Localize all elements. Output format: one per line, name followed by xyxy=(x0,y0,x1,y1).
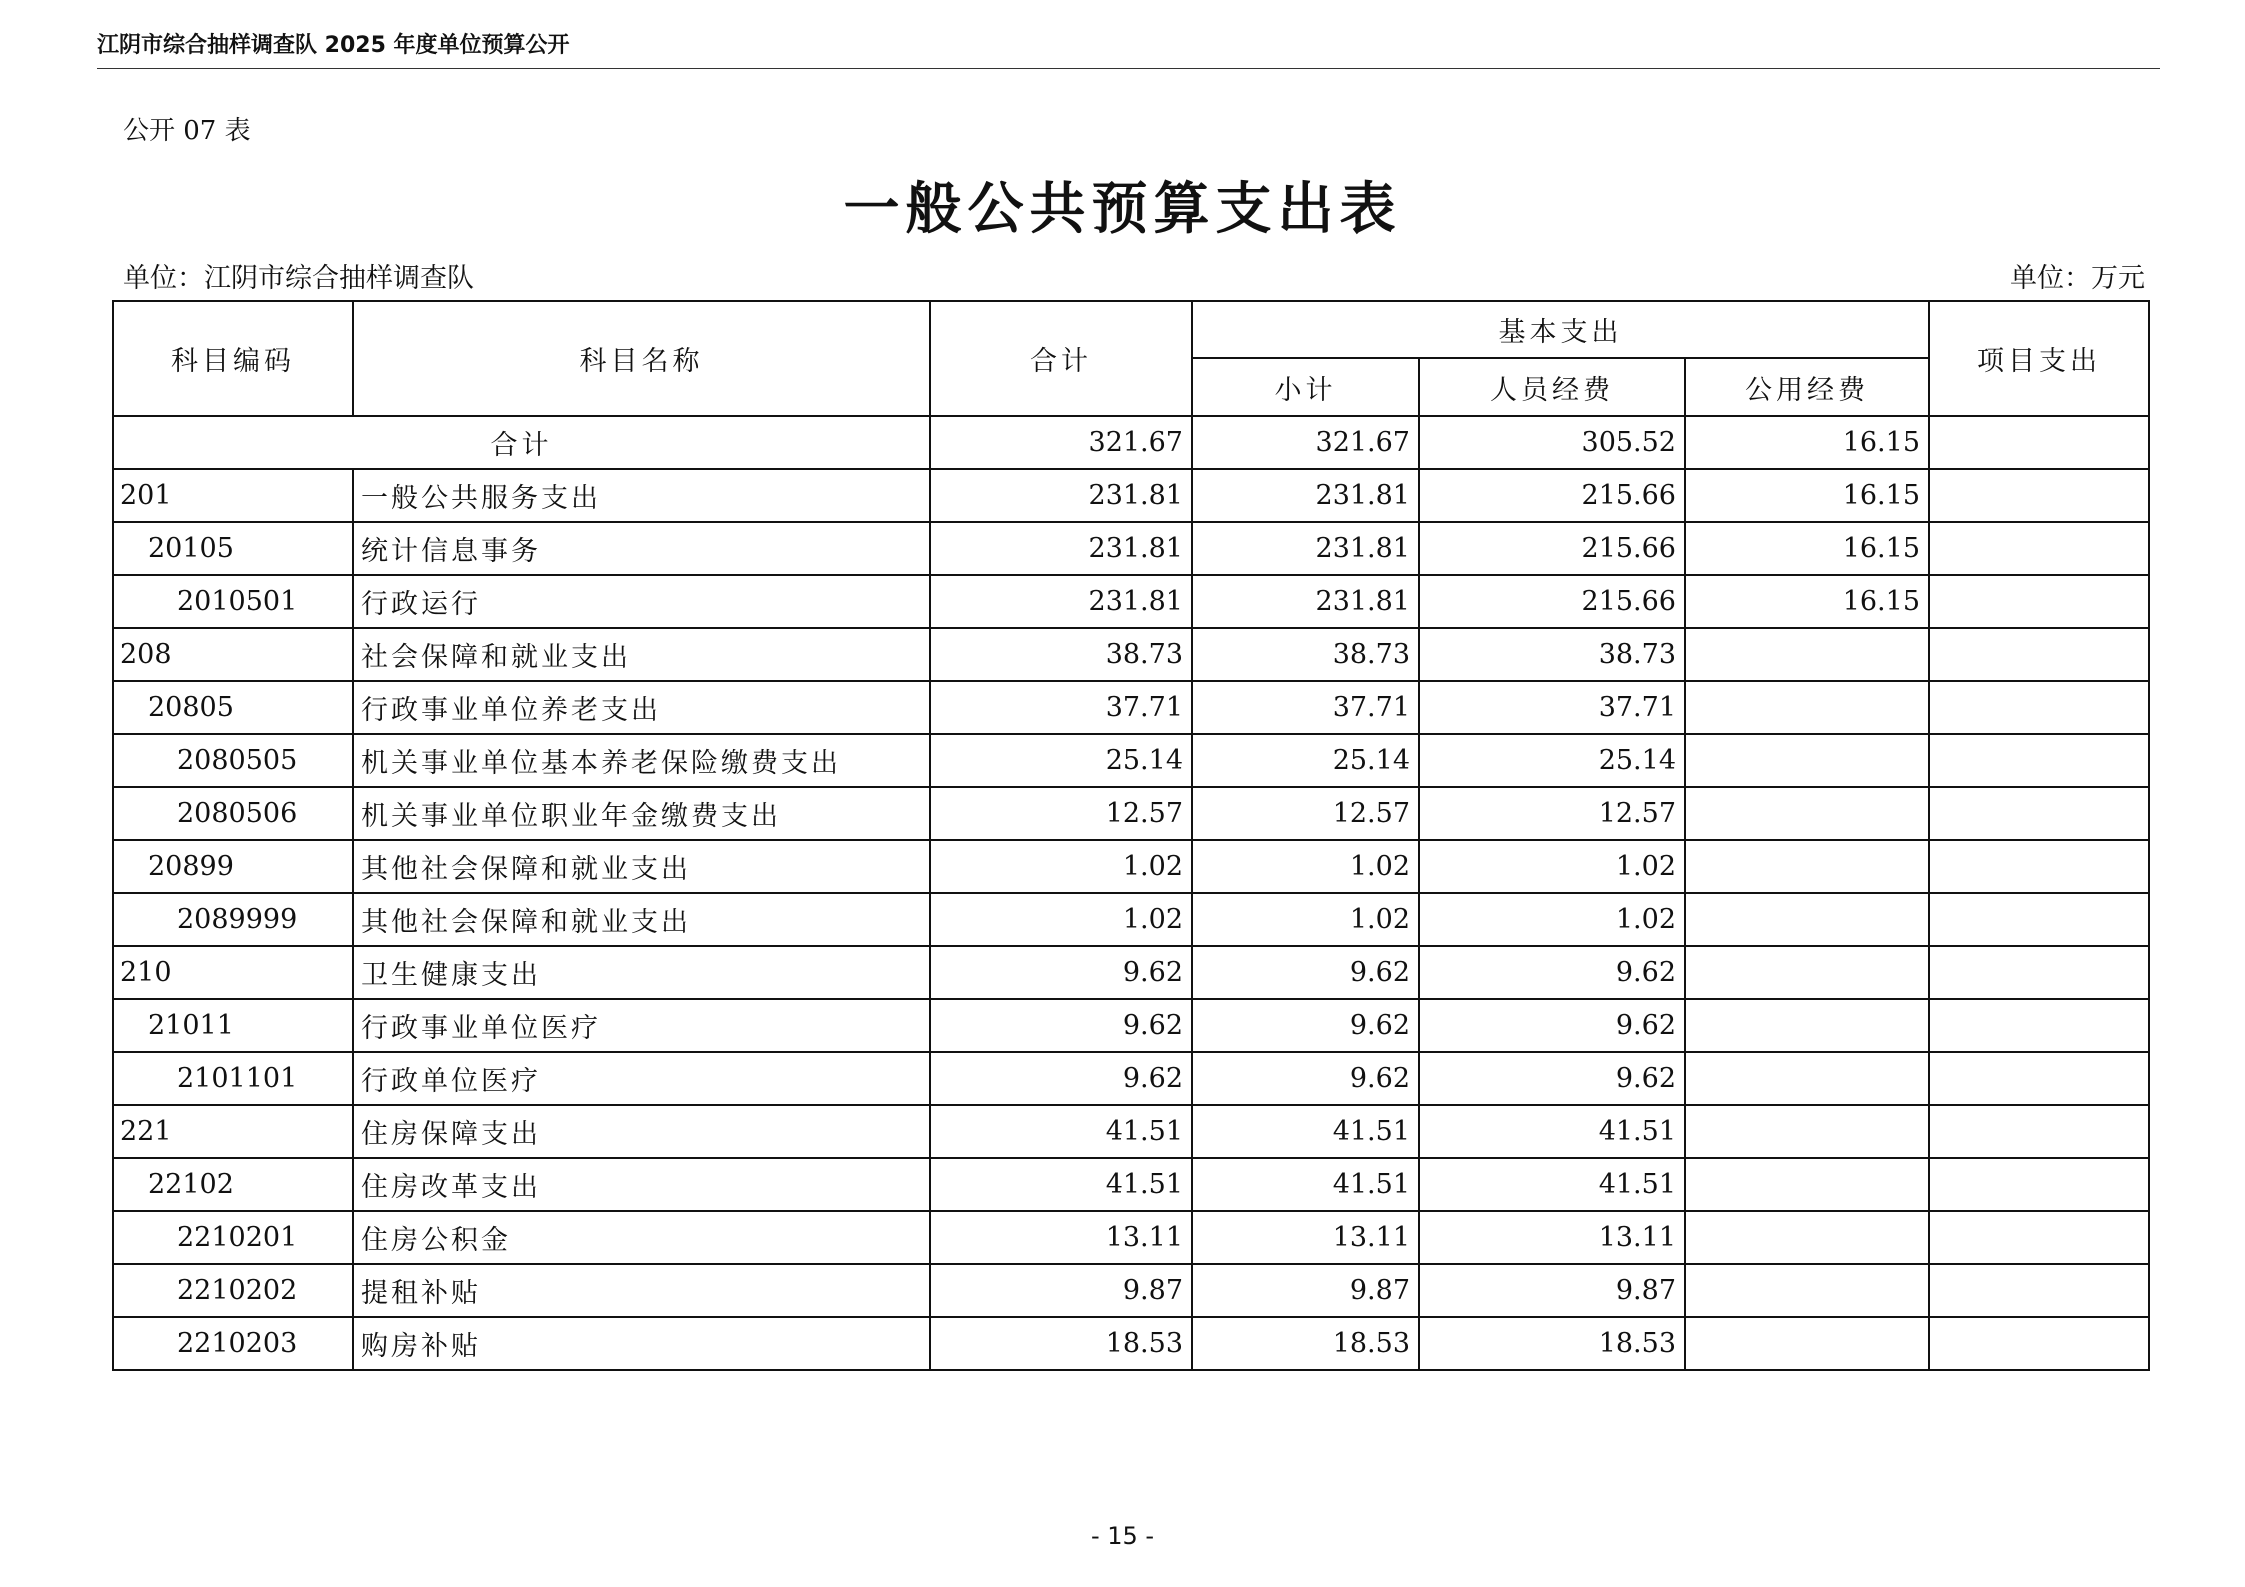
table-row xyxy=(113,946,2149,999)
cell-personnel: 1.02 xyxy=(1419,893,1685,946)
total-public: 16.15 xyxy=(1685,416,1929,469)
unit-organization: 单位：江阴市综合抽样调查队 xyxy=(123,263,474,294)
cell-subtotal: 12.57 xyxy=(1192,787,1419,840)
page-title: 一般公共预算支出表 xyxy=(843,176,1402,242)
cell-public xyxy=(1685,1158,1929,1211)
cell-public xyxy=(1685,787,1929,840)
cell-total: 41.51 xyxy=(930,1158,1192,1211)
cell-code: 2080505 xyxy=(113,734,353,787)
table-row xyxy=(113,628,2149,681)
cell-public xyxy=(1685,1105,1929,1158)
table-row xyxy=(113,1052,2149,1105)
cell-total: 231.81 xyxy=(930,575,1192,628)
cell-code: 21011 xyxy=(113,999,353,1052)
table-row xyxy=(113,1264,2149,1317)
cell-code: 221 xyxy=(113,1105,353,1158)
expenditure-table xyxy=(112,300,2150,1371)
cell-name: 社会保障和就业支出 xyxy=(353,628,930,681)
cell-code: 2210202 xyxy=(113,1264,353,1317)
cell-public xyxy=(1685,1211,1929,1264)
cell-code: 22102 xyxy=(113,1158,353,1211)
cell-code: 20805 xyxy=(113,681,353,734)
page-number: - 15 - xyxy=(1090,1522,1155,1550)
cell-project xyxy=(1929,1052,2149,1105)
cell-name: 卫生健康支出 xyxy=(353,946,930,999)
cell-total: 9.62 xyxy=(930,946,1192,999)
cell-code: 2210201 xyxy=(113,1211,353,1264)
cell-subtotal: 41.51 xyxy=(1192,1105,1419,1158)
table-row xyxy=(113,681,2149,734)
cell-total: 12.57 xyxy=(930,787,1192,840)
cell-code: 2101101 xyxy=(113,1052,353,1105)
cell-personnel: 37.71 xyxy=(1419,681,1685,734)
cell-project xyxy=(1929,522,2149,575)
cell-name: 提租补贴 xyxy=(353,1264,930,1317)
cell-public xyxy=(1685,734,1929,787)
cell-subtotal: 38.73 xyxy=(1192,628,1419,681)
cell-total: 18.53 xyxy=(930,1317,1192,1370)
cell-project xyxy=(1929,1317,2149,1370)
total-row xyxy=(113,416,2149,469)
cell-public: 16.15 xyxy=(1685,469,1929,522)
cell-personnel: 9.62 xyxy=(1419,946,1685,999)
cell-personnel: 215.66 xyxy=(1419,575,1685,628)
running-header: 江阴市综合抽样调查队 2025 年度单位预算公开 xyxy=(97,33,570,58)
cell-personnel: 9.87 xyxy=(1419,1264,1685,1317)
cell-name: 住房保障支出 xyxy=(353,1105,930,1158)
cell-total: 25.14 xyxy=(930,734,1192,787)
cell-personnel: 41.51 xyxy=(1419,1105,1685,1158)
cell-project xyxy=(1929,575,2149,628)
cell-project xyxy=(1929,1105,2149,1158)
cell-project xyxy=(1929,469,2149,522)
cell-project xyxy=(1929,1158,2149,1211)
total-label: 合计 xyxy=(113,416,930,469)
table-row xyxy=(113,1211,2149,1264)
table-row xyxy=(113,840,2149,893)
cell-code: 208 xyxy=(113,628,353,681)
table-row xyxy=(113,469,2149,522)
cell-total: 9.62 xyxy=(930,999,1192,1052)
cell-public: 16.15 xyxy=(1685,522,1929,575)
cell-total: 13.11 xyxy=(930,1211,1192,1264)
cell-personnel: 1.02 xyxy=(1419,840,1685,893)
cell-project xyxy=(1929,787,2149,840)
cell-personnel: 215.66 xyxy=(1419,522,1685,575)
cell-public xyxy=(1685,1317,1929,1370)
table-row xyxy=(113,575,2149,628)
header-personnel: 人员经费 xyxy=(1419,358,1685,416)
cell-subtotal: 1.02 xyxy=(1192,893,1419,946)
cell-personnel: 12.57 xyxy=(1419,787,1685,840)
header-total: 合计 xyxy=(930,301,1192,416)
header-row-1 xyxy=(113,301,2149,358)
cell-project xyxy=(1929,946,2149,999)
cell-public xyxy=(1685,840,1929,893)
cell-subtotal: 9.62 xyxy=(1192,946,1419,999)
cell-total: 231.81 xyxy=(930,522,1192,575)
cell-personnel: 38.73 xyxy=(1419,628,1685,681)
cell-subtotal: 1.02 xyxy=(1192,840,1419,893)
table-row xyxy=(113,1158,2149,1211)
cell-public xyxy=(1685,1264,1929,1317)
cell-code: 2080506 xyxy=(113,787,353,840)
cell-name: 行政运行 xyxy=(353,575,930,628)
cell-subtotal: 41.51 xyxy=(1192,1158,1419,1211)
cell-project xyxy=(1929,840,2149,893)
cell-personnel: 9.62 xyxy=(1419,999,1685,1052)
cell-personnel: 13.11 xyxy=(1419,1211,1685,1264)
cell-subtotal: 231.81 xyxy=(1192,522,1419,575)
cell-subtotal: 13.11 xyxy=(1192,1211,1419,1264)
cell-name: 一般公共服务支出 xyxy=(353,469,930,522)
cell-public xyxy=(1685,893,1929,946)
cell-public xyxy=(1685,946,1929,999)
header-basic: 基本支出 xyxy=(1192,301,1929,358)
table-row xyxy=(113,522,2149,575)
cell-project xyxy=(1929,1264,2149,1317)
total-project xyxy=(1929,416,2149,469)
header-name: 科目名称 xyxy=(353,301,930,416)
table-row xyxy=(113,893,2149,946)
header-project: 项目支出 xyxy=(1929,301,2149,416)
cell-total: 1.02 xyxy=(930,893,1192,946)
cell-personnel: 18.53 xyxy=(1419,1317,1685,1370)
cell-public: 16.15 xyxy=(1685,575,1929,628)
cell-code: 2089999 xyxy=(113,893,353,946)
cell-subtotal: 9.87 xyxy=(1192,1264,1419,1317)
table-row xyxy=(113,734,2149,787)
total-total: 321.67 xyxy=(930,416,1192,469)
cell-code: 210 xyxy=(113,946,353,999)
cell-name: 住房改革支出 xyxy=(353,1158,930,1211)
table-row xyxy=(113,787,2149,840)
cell-name: 机关事业单位职业年金缴费支出 xyxy=(353,787,930,840)
header-rule xyxy=(97,68,2160,69)
cell-project xyxy=(1929,734,2149,787)
cell-name: 行政事业单位医疗 xyxy=(353,999,930,1052)
header-code: 科目编码 xyxy=(113,301,353,416)
cell-public xyxy=(1685,999,1929,1052)
cell-code: 201 xyxy=(113,469,353,522)
cell-total: 38.73 xyxy=(930,628,1192,681)
cell-project xyxy=(1929,1211,2149,1264)
cell-code: 20899 xyxy=(113,840,353,893)
cell-code: 20105 xyxy=(113,522,353,575)
cell-total: 1.02 xyxy=(930,840,1192,893)
cell-personnel: 25.14 xyxy=(1419,734,1685,787)
total-personnel: 305.52 xyxy=(1419,416,1685,469)
cell-subtotal: 231.81 xyxy=(1192,469,1419,522)
table-row xyxy=(113,1317,2149,1370)
cell-subtotal: 9.62 xyxy=(1192,999,1419,1052)
cell-subtotal: 231.81 xyxy=(1192,575,1419,628)
header-public: 公用经费 xyxy=(1685,358,1929,416)
table-row xyxy=(113,1105,2149,1158)
cell-name: 统计信息事务 xyxy=(353,522,930,575)
cell-name: 行政单位医疗 xyxy=(353,1052,930,1105)
cell-personnel: 41.51 xyxy=(1419,1158,1685,1211)
cell-project xyxy=(1929,681,2149,734)
cell-name: 行政事业单位养老支出 xyxy=(353,681,930,734)
cell-project xyxy=(1929,628,2149,681)
cell-personnel: 215.66 xyxy=(1419,469,1685,522)
table-number: 公开 07 表 xyxy=(123,116,251,146)
cell-total: 9.62 xyxy=(930,1052,1192,1105)
cell-code: 2210203 xyxy=(113,1317,353,1370)
unit-currency: 单位：万元 xyxy=(2010,263,2145,294)
cell-public xyxy=(1685,1052,1929,1105)
cell-public xyxy=(1685,628,1929,681)
cell-name: 机关事业单位基本养老保险缴费支出 xyxy=(353,734,930,787)
cell-subtotal: 18.53 xyxy=(1192,1317,1419,1370)
cell-project xyxy=(1929,999,2149,1052)
total-subtotal: 321.67 xyxy=(1192,416,1419,469)
cell-project xyxy=(1929,893,2149,946)
cell-total: 41.51 xyxy=(930,1105,1192,1158)
cell-name: 其他社会保障和就业支出 xyxy=(353,893,930,946)
cell-personnel: 9.62 xyxy=(1419,1052,1685,1105)
cell-total: 231.81 xyxy=(930,469,1192,522)
cell-subtotal: 25.14 xyxy=(1192,734,1419,787)
cell-name: 住房公积金 xyxy=(353,1211,930,1264)
cell-name: 其他社会保障和就业支出 xyxy=(353,840,930,893)
cell-total: 9.87 xyxy=(930,1264,1192,1317)
cell-subtotal: 37.71 xyxy=(1192,681,1419,734)
cell-subtotal: 9.62 xyxy=(1192,1052,1419,1105)
cell-name: 购房补贴 xyxy=(353,1317,930,1370)
table-row xyxy=(113,999,2149,1052)
header-subtotal: 小计 xyxy=(1192,358,1419,416)
cell-code: 2010501 xyxy=(113,575,353,628)
cell-total: 37.71 xyxy=(930,681,1192,734)
cell-public xyxy=(1685,681,1929,734)
